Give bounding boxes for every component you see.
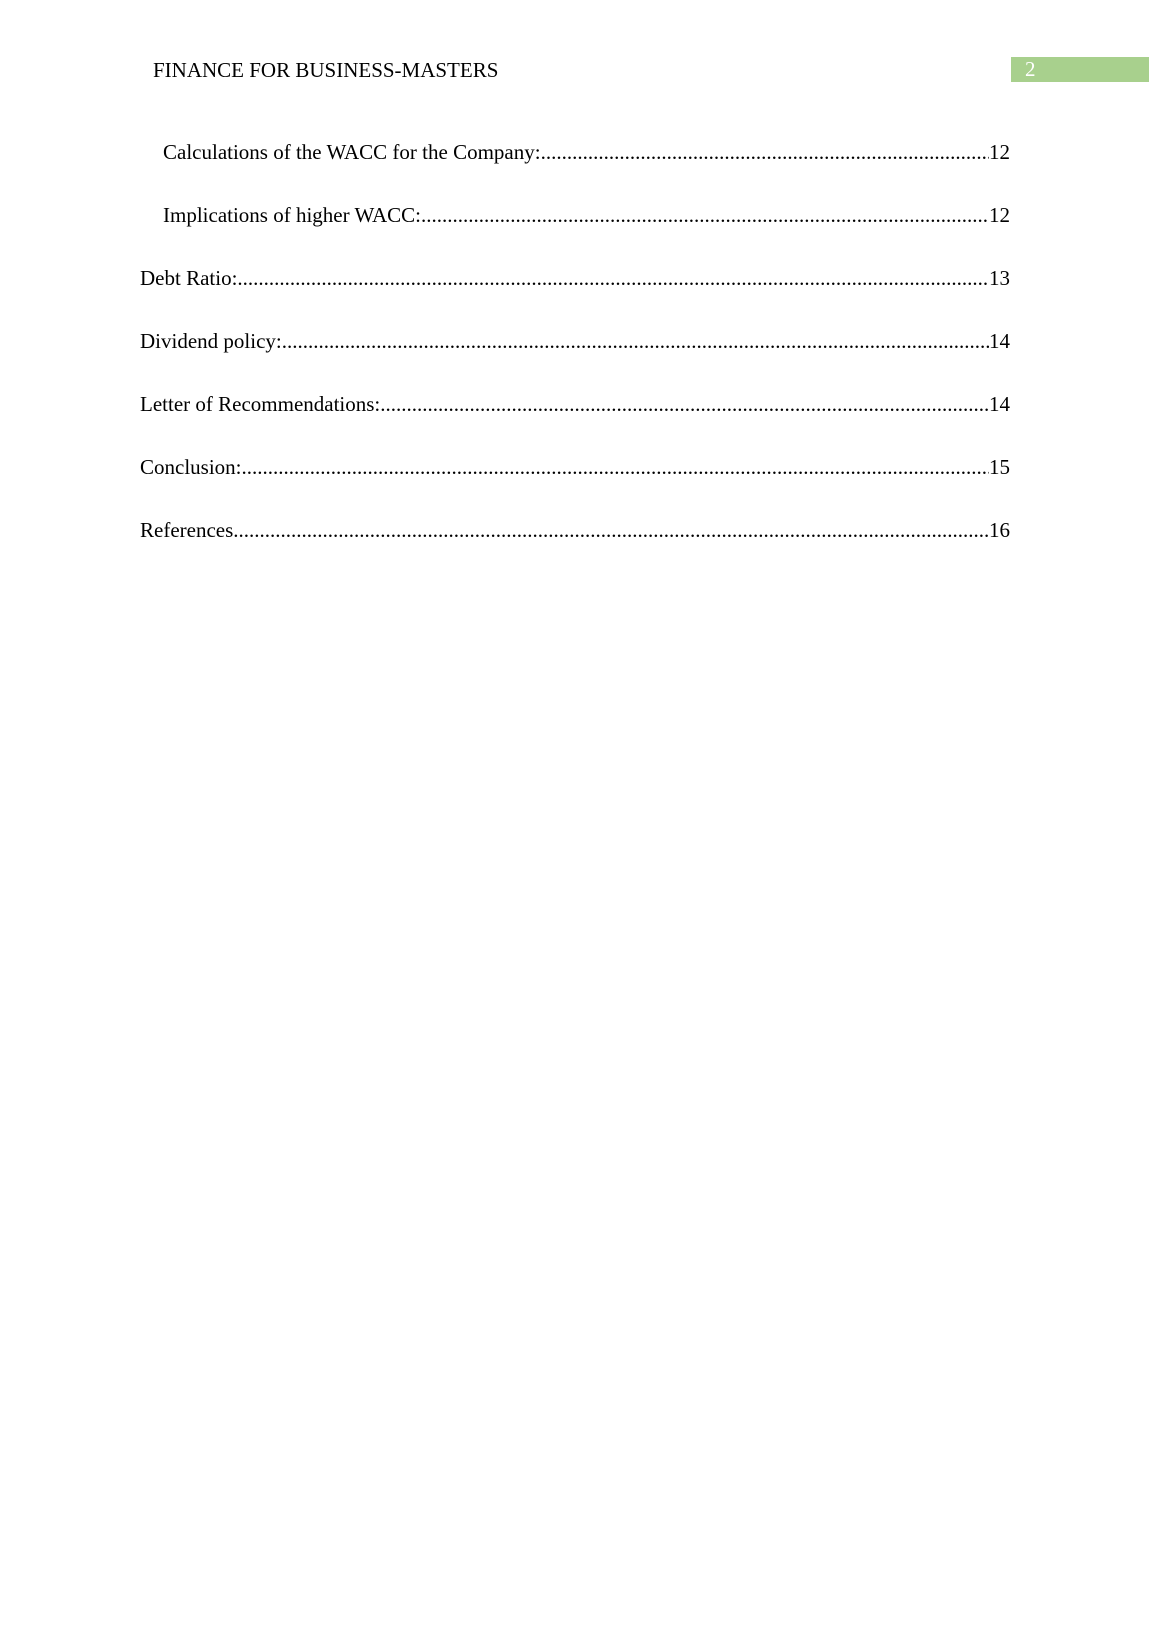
toc-entry-debt-ratio[interactable]	[140, 264, 1010, 292]
toc-dot-leader	[421, 201, 989, 229]
toc-entry-label: Dividend policy:	[140, 329, 282, 353]
toc-entry-conclusion[interactable]	[140, 453, 1010, 481]
toc-entry-letter-of-recommendations[interactable]	[140, 390, 1010, 418]
toc-entry-wacc-calculations[interactable]	[163, 138, 1010, 166]
toc-dot-leader	[233, 516, 989, 544]
toc-entry-page: 14	[989, 392, 1010, 416]
toc-entry-page: 13	[989, 266, 1010, 290]
toc-dot-leader	[242, 453, 989, 481]
toc-entry-label: References	[140, 518, 234, 542]
toc-entry-label: Conclusion:	[140, 455, 242, 479]
toc-entry-dividend-policy[interactable]	[140, 327, 1010, 355]
toc-dot-leader	[237, 264, 989, 292]
toc-entry-label: Letter of Recommendations:	[140, 392, 381, 416]
toc-entry-higher-wacc[interactable]	[163, 201, 1010, 229]
toc-dot-leader	[541, 138, 989, 166]
toc-entry-page: 12	[989, 203, 1010, 227]
toc-entry-page: 16	[989, 518, 1010, 542]
toc-entry-label: Debt Ratio:	[140, 266, 238, 290]
toc-entry-page: 14	[989, 329, 1010, 353]
toc-dot-leader	[282, 327, 989, 355]
toc-entry-label: Calculations of the WACC for the Company:	[163, 140, 541, 164]
page-number-badge: 2	[1011, 57, 1149, 82]
toc-dot-leader	[380, 390, 989, 418]
toc-entry-page: 15	[989, 455, 1010, 479]
toc-entry-label: Implications of higher WACC:	[163, 203, 421, 227]
toc-entry-references[interactable]	[140, 516, 1010, 544]
running-header-title: FINANCE FOR BUSINESS-MASTERS	[153, 58, 499, 82]
toc-entry-page: 12	[989, 140, 1010, 164]
